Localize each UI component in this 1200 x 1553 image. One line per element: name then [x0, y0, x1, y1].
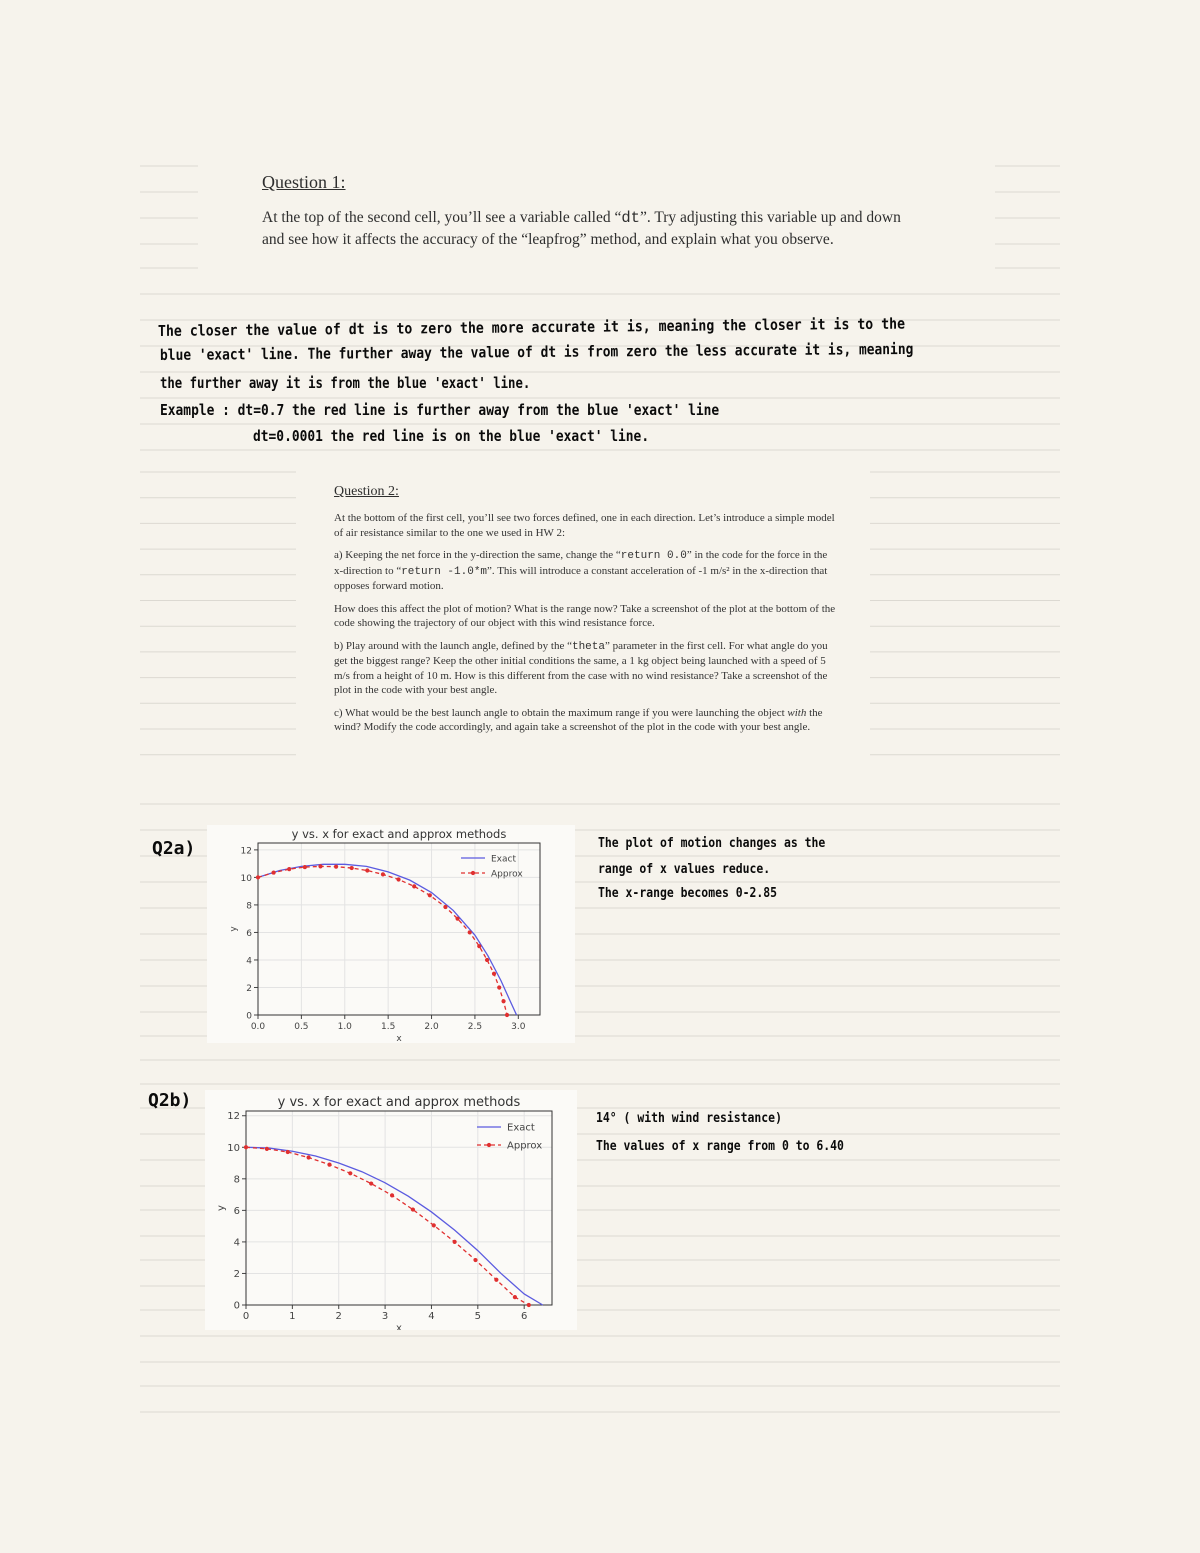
legend-marker-approx	[471, 871, 475, 875]
y-tick-label: 10	[227, 1142, 240, 1154]
data-point-approx	[390, 1193, 394, 1197]
y-tick-label: 2	[233, 1268, 240, 1280]
question-2-part-a: a) Keeping the net force in the y-direction the same, change the “return 0.0” in the code for the force in the x-direction to “return -1.0*m”. This will introduce a constant acceleration of -1 m/s² in the x-direction that opposes forward motion.	[334, 549, 828, 592]
question-1-title: Question 1:	[262, 172, 346, 192]
chart-q2a	[207, 825, 575, 1043]
data-point-approx	[412, 884, 416, 888]
data-point-approx	[365, 868, 369, 872]
plot-q2b	[205, 1090, 577, 1330]
data-point-approx	[303, 865, 307, 869]
y-tick-label: 4	[246, 956, 252, 967]
legend-label-exact: Exact	[507, 1122, 535, 1134]
answer-2b-line-1: 14° ( with wind resistance)	[596, 1111, 782, 1126]
x-tick-label: 3	[381, 1311, 389, 1322]
answer-1-line-2: blue 'exact' line. The further away the value of dt is from zero the less accurate it is, meaning	[159, 339, 914, 364]
legend-label-approx: Approx	[507, 1140, 543, 1152]
question-2-part-a-followup: How does this affect the plot of motion? What is the range now? Take a screenshot of the plot at the bottom of the code showing the trajectory of our object with this wind resistance force.	[334, 602, 836, 629]
data-point-approx	[369, 1181, 373, 1185]
question-2-intro: At the bottom of the first cell, you’ll see two forces defined, one in each direction. Let’s introduce a simple model of air resistance similar to the one we used in HW 2:	[334, 512, 835, 539]
answer-2a-line-1: The plot of motion changes as the	[598, 836, 826, 851]
answer-1-line-4: Example : dt=0.7 the red line is further away from the blue 'exact' line	[160, 401, 720, 419]
q2a-label: Q2a)	[152, 838, 196, 859]
answer-2a-line-3: The x-range becomes 0-2.85	[598, 886, 778, 901]
data-point-approx	[381, 872, 385, 876]
y-tick-label: 8	[246, 901, 252, 912]
data-point-approx	[527, 1303, 531, 1307]
x-tick-label: 3.0	[511, 1022, 526, 1032]
plot-q2a	[207, 825, 575, 1043]
question-1-body: At the top of the second cell, you’ll see a variable called “dt”. Try adjusting this variable up and down and see how it affects the accuracy of the “leapfrog” method, and explain what you observe.	[262, 209, 901, 248]
data-point-approx	[453, 1240, 457, 1244]
data-point-approx	[505, 1013, 509, 1017]
chart-title: y vs. x for exact and approx methods	[277, 1095, 521, 1110]
data-point-approx	[497, 985, 501, 989]
data-point-approx	[501, 999, 505, 1003]
data-point-approx	[443, 905, 447, 909]
y-axis-label: y	[229, 926, 239, 932]
data-point-approx	[396, 877, 400, 881]
question-2-part-c: c) What would be the best launch angle to obtain the maximum range if you were launching the object with the wind? Modify the code accordingly, and again take a screenshot of the plot in the code with your best angle.	[334, 706, 823, 733]
data-point-approx	[411, 1207, 415, 1211]
chart-q2b	[205, 1090, 577, 1330]
data-point-approx	[306, 1155, 310, 1159]
y-tick-label: 12	[240, 846, 252, 857]
answer-2b-line-2: The values of x range from 0 to 6.40	[596, 1139, 844, 1154]
y-tick-label: 2	[246, 983, 252, 994]
data-point-approx	[473, 1258, 477, 1262]
data-point-approx	[265, 1147, 269, 1151]
y-tick-label: 6	[233, 1205, 240, 1217]
data-point-approx	[334, 865, 338, 869]
x-tick-label: 0.5	[294, 1022, 309, 1032]
data-point-approx	[492, 972, 496, 976]
series-line-approx	[246, 1147, 529, 1305]
x-tick-label: 1	[289, 1311, 296, 1322]
data-point-approx	[318, 864, 322, 868]
answer-1-line-1: The closer the value of dt is to zero the more accurate it is, meaning the closer it is to the	[157, 314, 906, 340]
y-tick-label: 10	[240, 873, 252, 884]
question-2-part-b: b) Play around with the launch angle, defined by the “theta” parameter in the first cell. For what angle do you get the biggest range? Keep the other initial conditions the same, a 1 kg object being launched with a speed of 5 m/s from a height of 10 m. How is this different from the case with no wind resistance? Take a screenshot of the plot in the code with your best angle.	[334, 639, 828, 696]
legend-label-approx: Approx	[491, 869, 523, 880]
series-line-exact	[246, 1147, 543, 1305]
answer-2a-line-2: range of x values reduce.	[598, 862, 771, 877]
legend-marker-approx	[487, 1143, 491, 1147]
x-tick-label: 2.5	[467, 1022, 483, 1032]
y-tick-label: 6	[246, 928, 252, 939]
data-point-approx	[432, 1223, 436, 1227]
q2b-label: Q2b)	[148, 1090, 192, 1111]
data-point-approx	[244, 1145, 248, 1149]
data-point-approx	[477, 944, 481, 948]
x-tick-label: 1.0	[337, 1022, 352, 1032]
chart-title: y vs. x for exact and approx methods	[291, 827, 507, 841]
data-point-approx	[485, 958, 489, 962]
question-2-title: Question 2:	[334, 484, 399, 499]
x-tick-label: 6	[520, 1311, 528, 1322]
data-point-approx	[428, 893, 432, 897]
data-point-approx	[455, 917, 459, 921]
x-tick-label: 1.5	[380, 1022, 396, 1032]
data-point-approx	[513, 1295, 517, 1299]
data-point-approx	[494, 1278, 498, 1282]
question-2-body	[334, 511, 838, 743]
data-point-approx	[286, 1150, 290, 1154]
data-point-approx	[350, 866, 354, 870]
x-axis-label: x	[396, 1323, 402, 1330]
data-point-approx	[468, 930, 472, 934]
x-tick-label: 2.0	[424, 1022, 439, 1032]
data-point-approx	[287, 867, 291, 871]
data-point-approx	[348, 1171, 352, 1175]
y-axis-label: y	[216, 1205, 227, 1211]
y-tick-label: 0	[246, 1011, 252, 1022]
answer-1-line-5: dt=0.0001 the red line is on the blue 'exact' line.	[253, 427, 650, 445]
x-tick-label: 0.0	[250, 1022, 266, 1032]
x-tick-label: 0	[242, 1311, 250, 1322]
x-tick-label: 5	[474, 1311, 482, 1322]
x-axis-label: x	[396, 1034, 402, 1043]
y-tick-label: 0	[233, 1300, 240, 1312]
y-tick-label: 12	[227, 1111, 240, 1123]
answer-1-line-3: the further away it is from the blue 'exact' line.	[160, 374, 531, 392]
data-point-approx	[272, 870, 276, 874]
legend-label-exact: Exact	[491, 854, 517, 865]
x-tick-label: 4	[428, 1311, 435, 1322]
data-point-approx	[327, 1163, 331, 1167]
y-tick-label: 4	[233, 1237, 240, 1249]
series-line-exact	[258, 864, 517, 1015]
series-line-approx	[258, 866, 507, 1015]
data-point-approx	[256, 875, 260, 879]
y-tick-label: 8	[233, 1174, 240, 1186]
x-tick-label: 2	[335, 1311, 342, 1322]
